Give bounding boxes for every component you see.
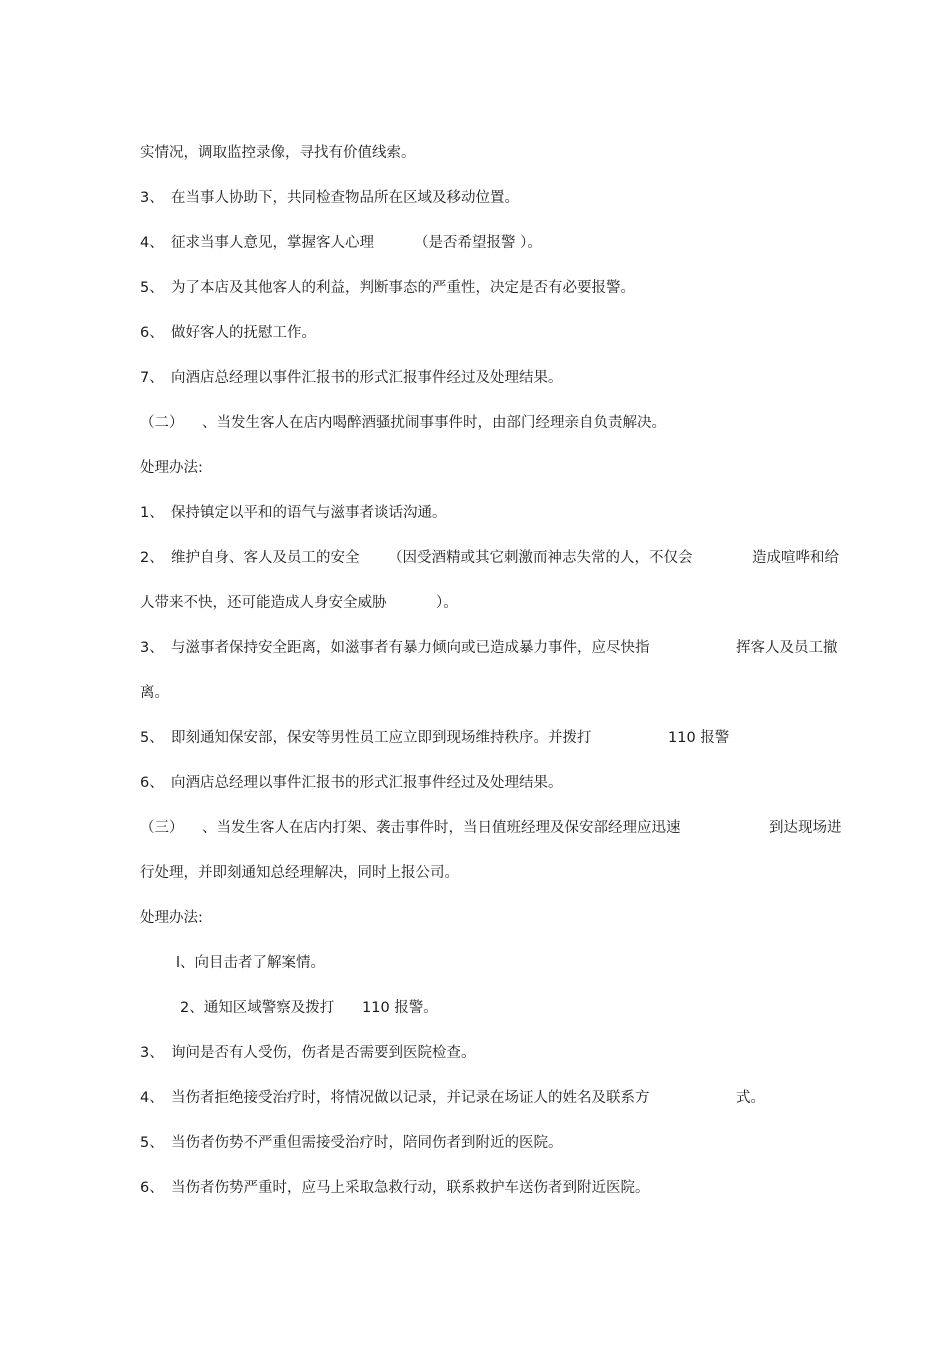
item-number: 6、 [140, 775, 164, 791]
item-text: 向酒店总经理以事件汇报书的形式汇报事件经过及处理结果。 [171, 775, 563, 791]
paragraph-line [140, 591, 458, 615]
subheading-text: 处理办法: [140, 460, 203, 476]
list-item [176, 951, 325, 975]
item-text: 向酒店总经理以事件汇报书的形式汇报事件经过及处理结果。 [171, 370, 563, 386]
item-text-tail: 110 报警。 [362, 1000, 438, 1016]
item-text: 2、通知区域警察及拨打 [180, 1000, 335, 1016]
item-text: 做好客人的抚慰工作。 [171, 325, 316, 341]
item-number: 3、 [140, 1045, 164, 1061]
item-text-tail: 挥客人及员工撤 [736, 640, 838, 656]
item-number: 4、 [140, 1090, 164, 1106]
list-item [180, 996, 438, 1020]
item-text: 即刻通知保安部，保安等男性员工应立即到现场维持秩序。并拨打 [171, 730, 592, 746]
list-item [140, 546, 839, 570]
subheading [140, 906, 203, 930]
section-text-tail: 到达现场进 [769, 820, 842, 836]
item-text-tail: 110 报警 [668, 730, 730, 746]
item-text-tail: （是否希望报警 ）。 [414, 235, 542, 251]
list-item [140, 1041, 476, 1065]
section-text: 、当发生客人在店内打架、袭击事件时，当日值班经理及保安部经理应迅速 [202, 820, 681, 836]
item-number: 6、 [140, 1180, 164, 1196]
list-item [140, 1086, 765, 1110]
item-text: 当伤者伤势严重时，应马上采取急救行动，联系救护车送伤者到附近医院。 [171, 1180, 650, 1196]
item-text: 为了本店及其他客人的利益，判断事态的严重性，决定是否有必要报警。 [171, 280, 635, 296]
section-number: （二） [140, 415, 184, 431]
line-text: 实情况，调取监控录像，寻找有价值线索。 [140, 145, 416, 161]
item-text-tail: 式。 [736, 1090, 765, 1106]
list-item [140, 501, 447, 525]
item-text: 征求当事人意见，掌握客人心理 [171, 235, 374, 251]
list-item [140, 1131, 563, 1155]
list-item [140, 321, 316, 345]
list-item [140, 231, 542, 255]
line-text-tail: ）。 [436, 595, 458, 611]
item-text: 询问是否有人受伤，伤者是否需要到医院检查。 [171, 1045, 476, 1061]
item-text: 当伤者拒绝接受治疗时，将情况做以记录，并记录在场证人的姓名及联系方 [171, 1090, 650, 1106]
item-text: 保持镇定以平和的语气与滋事者谈话沟通。 [171, 505, 447, 521]
paragraph-line [140, 141, 416, 165]
section-heading [140, 816, 842, 840]
item-number: 4、 [140, 235, 164, 251]
item-text: l、向目击者了解案情。 [176, 955, 326, 971]
item-number: 1、 [140, 505, 164, 521]
item-text: 在当事人协助下，共同检查物品所在区域及移动位置。 [171, 190, 519, 206]
item-text-mid: （因受酒精或其它刺激而神志失常的人，不仅会 [388, 550, 693, 566]
list-item [140, 771, 563, 795]
list-item [140, 636, 838, 660]
item-number: 5、 [140, 730, 164, 746]
list-item [140, 1176, 650, 1200]
subheading [140, 456, 203, 480]
item-number: 5、 [140, 280, 164, 296]
list-item [140, 186, 519, 210]
item-number: 5、 [140, 1135, 164, 1151]
line-text: 行处理，并即刻通知总经理解决，同时上报公司。 [140, 865, 459, 881]
item-number: 3、 [140, 640, 164, 656]
paragraph-line [140, 681, 169, 705]
list-item [140, 276, 635, 300]
item-number: 3、 [140, 190, 164, 206]
item-text: 与滋事者保持安全距离，如滋事者有暴力倾向或已造成暴力事件，应尽快指 [171, 640, 650, 656]
item-number: 7、 [140, 370, 164, 386]
item-text-tail: 造成喧哗和给 [752, 550, 839, 566]
section-text: 、当发生客人在店内喝醉酒骚扰闹事事件时，由部门经理亲自负责解决。 [202, 415, 666, 431]
section-number: （三） [140, 820, 184, 836]
line-text: 人带来不快，还可能造成人身安全威胁 [140, 595, 387, 611]
line-text: 离。 [140, 685, 169, 701]
item-text: 当伤者伤势不严重但需接受治疗时，陪同伤者到附近的医院。 [171, 1135, 563, 1151]
subheading-text: 处理办法: [140, 910, 203, 926]
list-item [140, 726, 730, 750]
item-number: 6、 [140, 325, 164, 341]
item-text: 维护自身、客人及员工的安全 [171, 550, 360, 566]
list-item [140, 366, 563, 390]
section-heading [140, 411, 666, 435]
paragraph-line [140, 861, 459, 885]
item-number: 2、 [140, 550, 164, 566]
